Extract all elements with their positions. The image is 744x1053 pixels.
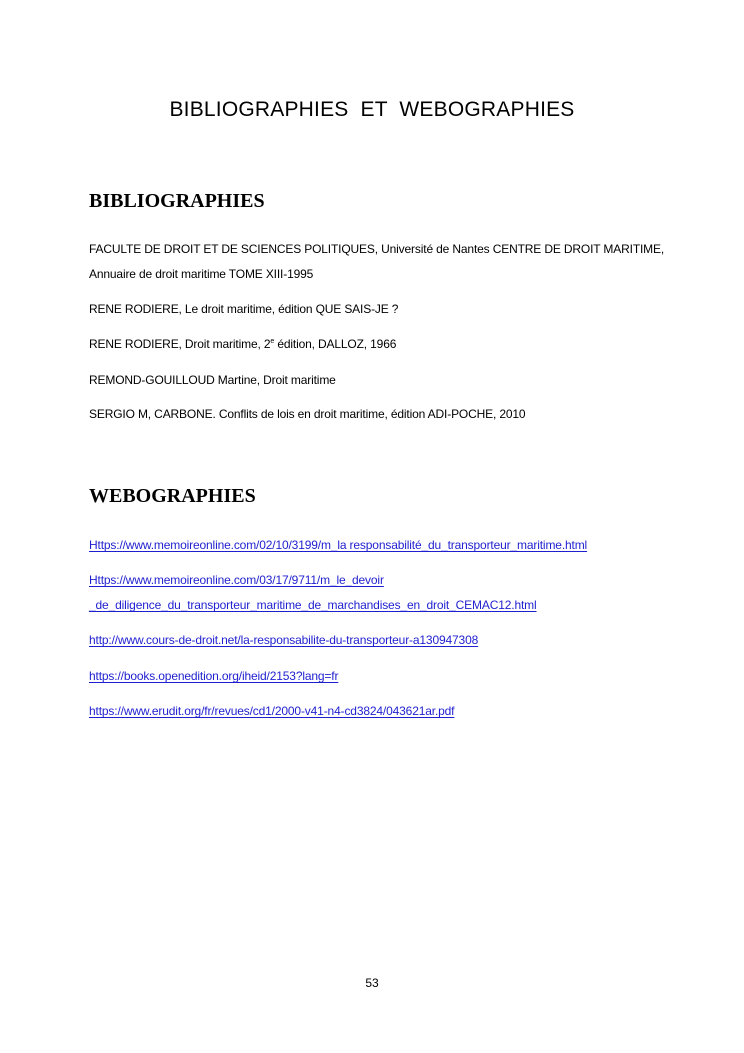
bibliography-entry-3 bbox=[89, 337, 396, 351]
web-link-2-line-1[interactable]: Https://www.memoireonline.com/03/17/9711/m_le_devoir bbox=[89, 573, 384, 587]
web-link-1[interactable]: Https://www.memoireonline.com/02/10/3199/m_la responsabilité_du_transporteur_maritime.html bbox=[89, 538, 588, 552]
bibliography-entry-1-line-1: FACULTE DE DROIT ET DE SCIENCES POLITIQUES, Université de Nantes CENTRE DE DROIT MARITIME, bbox=[89, 242, 665, 256]
web-link-5[interactable]: https://www.erudit.org/fr/revues/cd1/2000-v41-n4-cd3824/043621ar.pdf bbox=[89, 704, 455, 718]
bibliography-entry-3-text: RENE RODIERE, Droit maritime, 2 bbox=[89, 337, 271, 351]
edition-superscript: e bbox=[270, 338, 275, 345]
bibliographies-heading: BIBLIOGRAPHIES bbox=[89, 190, 265, 212]
bibliography-entry-1-line-2: Annuaire de droit maritime TOME XIII-1995 bbox=[89, 267, 314, 281]
page-title: BIBLIOGRAPHIES ET WEBOGRAPHIES bbox=[169, 98, 575, 121]
webographies-heading: WEBOGRAPHIES bbox=[89, 485, 256, 507]
web-link-4[interactable]: https://books.openedition.org/iheid/2153?lang=fr bbox=[89, 669, 339, 683]
bibliography-entry-3-text-end: édition, DALLOZ, 1966 bbox=[274, 337, 397, 351]
bibliography-entry-4: REMOND-GOUILLOUD Martine, Droit maritime bbox=[89, 373, 336, 387]
web-link-2-line-2[interactable]: _de_diligence_du_transporteur_maritime_de_marchandises_en_droit_CEMAC12.html bbox=[89, 598, 537, 612]
bibliography-entry-2: RENE RODIERE, Le droit maritime, édition QUE SAIS-JE ? bbox=[89, 302, 399, 316]
web-link-3[interactable]: http://www.cours-de-droit.net/la-responsabilite-du-transporteur-a130947308 bbox=[89, 633, 479, 647]
bibliography-entry-5: SERGIO M, CARBONE. Conflits de lois en droit maritime, édition ADI-POCHE, 2010 bbox=[89, 407, 526, 421]
page-number: 53 bbox=[365, 976, 379, 990]
